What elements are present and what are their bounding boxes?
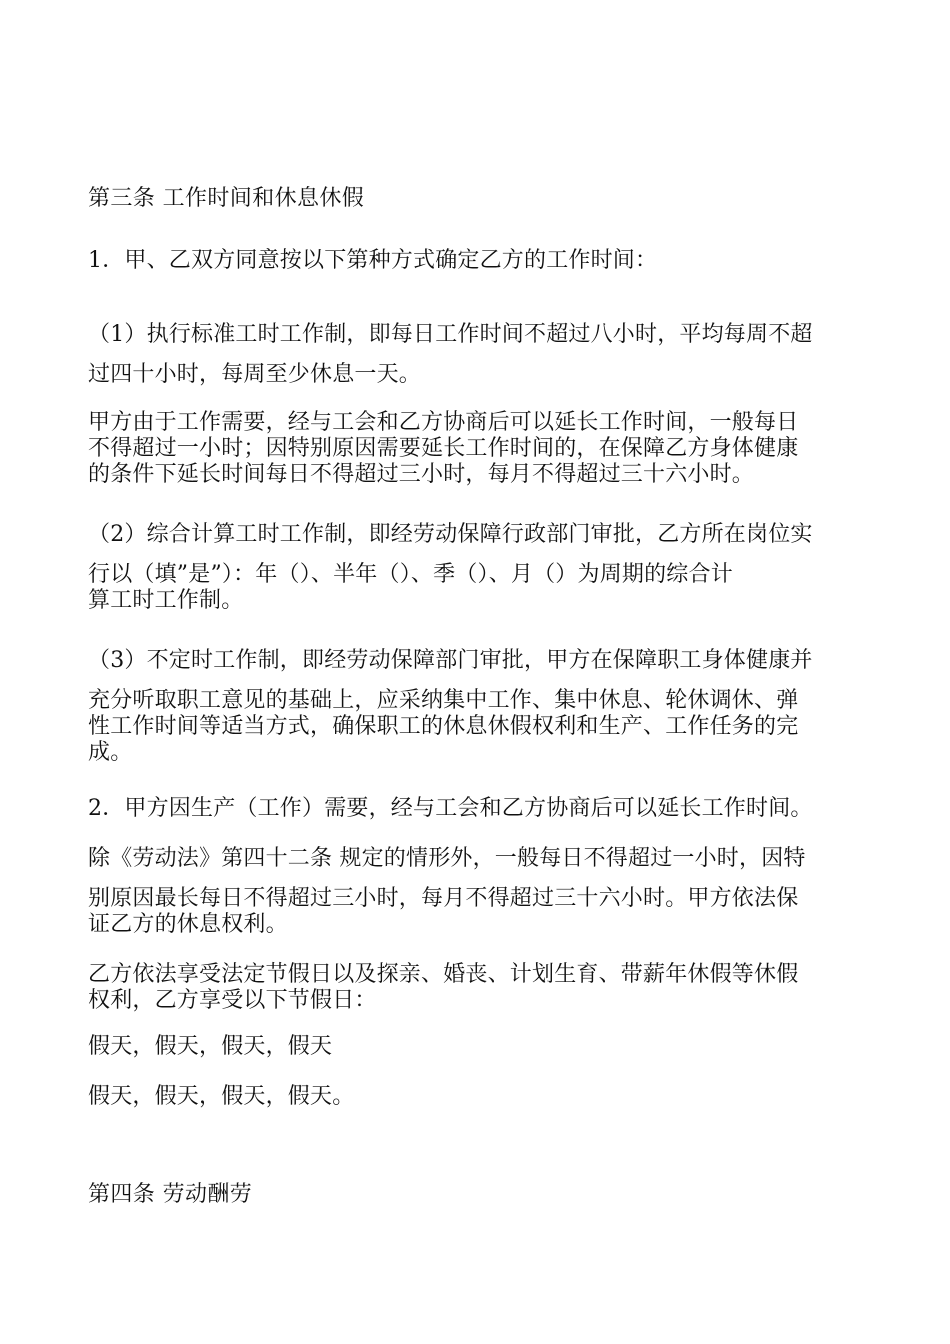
- holiday-list-2: 假天，假天，假天，假天。: [88, 1084, 355, 1109]
- overtime-line-2: 不得超过一小时；因特别原因需要延长工作时间的，在保障乙方身体健康: [88, 436, 799, 461]
- article-3-heading: 第三条 工作时间和休息休假: [88, 186, 365, 211]
- limit-line-2: 别原因最长每日不得超过三小时，每月不得超过三十六小时。甲方依法保: [88, 886, 799, 911]
- holiday-line-1: 乙方依法享受法定节假日以及探亲、婚丧、计划生育、带薪年休假等休假: [88, 962, 799, 987]
- option-2-line-2: 行以（填”是”）：年（）、半年（）、季（）、月（）为周期的综合计: [88, 562, 733, 587]
- option-1-line-1: （1）执行标准工时工作制，即每日工作时间不超过八小时，平均每周不超: [88, 322, 813, 347]
- holiday-list-1: 假天，假天，假天，假天: [88, 1034, 333, 1059]
- option-3-line-3: 性工作时间等适当方式，确保职工的休息休假权利和生产、工作任务的完: [88, 714, 799, 739]
- overtime-line-3: 的条件下延长时间每日不得超过三小时，每月不得超过三十六小时。: [88, 462, 755, 487]
- option-1-line-2: 过四十小时，每周至少休息一天。: [88, 362, 422, 387]
- clause-1-intro: 1．甲、乙双方同意按以下第种方式确定乙方的工作时间：: [88, 248, 658, 273]
- limit-line-3: 证乙方的休息权利。: [88, 912, 288, 937]
- limit-line-1: 除《劳动法》第四十二条 规定的情形外，一般每日不得超过一小时，因特: [88, 846, 806, 871]
- option-2-line-1: （2）综合计算工时工作制，即经劳动保障行政部门审批，乙方所在岗位实: [88, 522, 813, 547]
- option-3-line-2: 充分听取职工意见的基础上，应采纳集中工作、集中休息、轮休调休、弹: [88, 688, 799, 713]
- option-2-line-3: 算工时工作制。: [88, 588, 244, 613]
- option-3-line-4: 成。: [88, 740, 133, 765]
- clause-2-line-1: 2．甲方因生产（工作）需要，经与工会和乙方协商后可以延长工作时间。: [88, 796, 813, 821]
- option-3-line-1: （3）不定时工作制，即经劳动保障部门审批，甲方在保障职工身体健康并: [88, 648, 813, 673]
- article-4-heading: 第四条 劳动酬劳: [88, 1182, 253, 1207]
- holiday-line-2: 权利，乙方享受以下节假日：: [88, 988, 377, 1013]
- overtime-line-1: 甲方由于工作需要，经与工会和乙方协商后可以延长工作时间，一般每日: [88, 410, 799, 435]
